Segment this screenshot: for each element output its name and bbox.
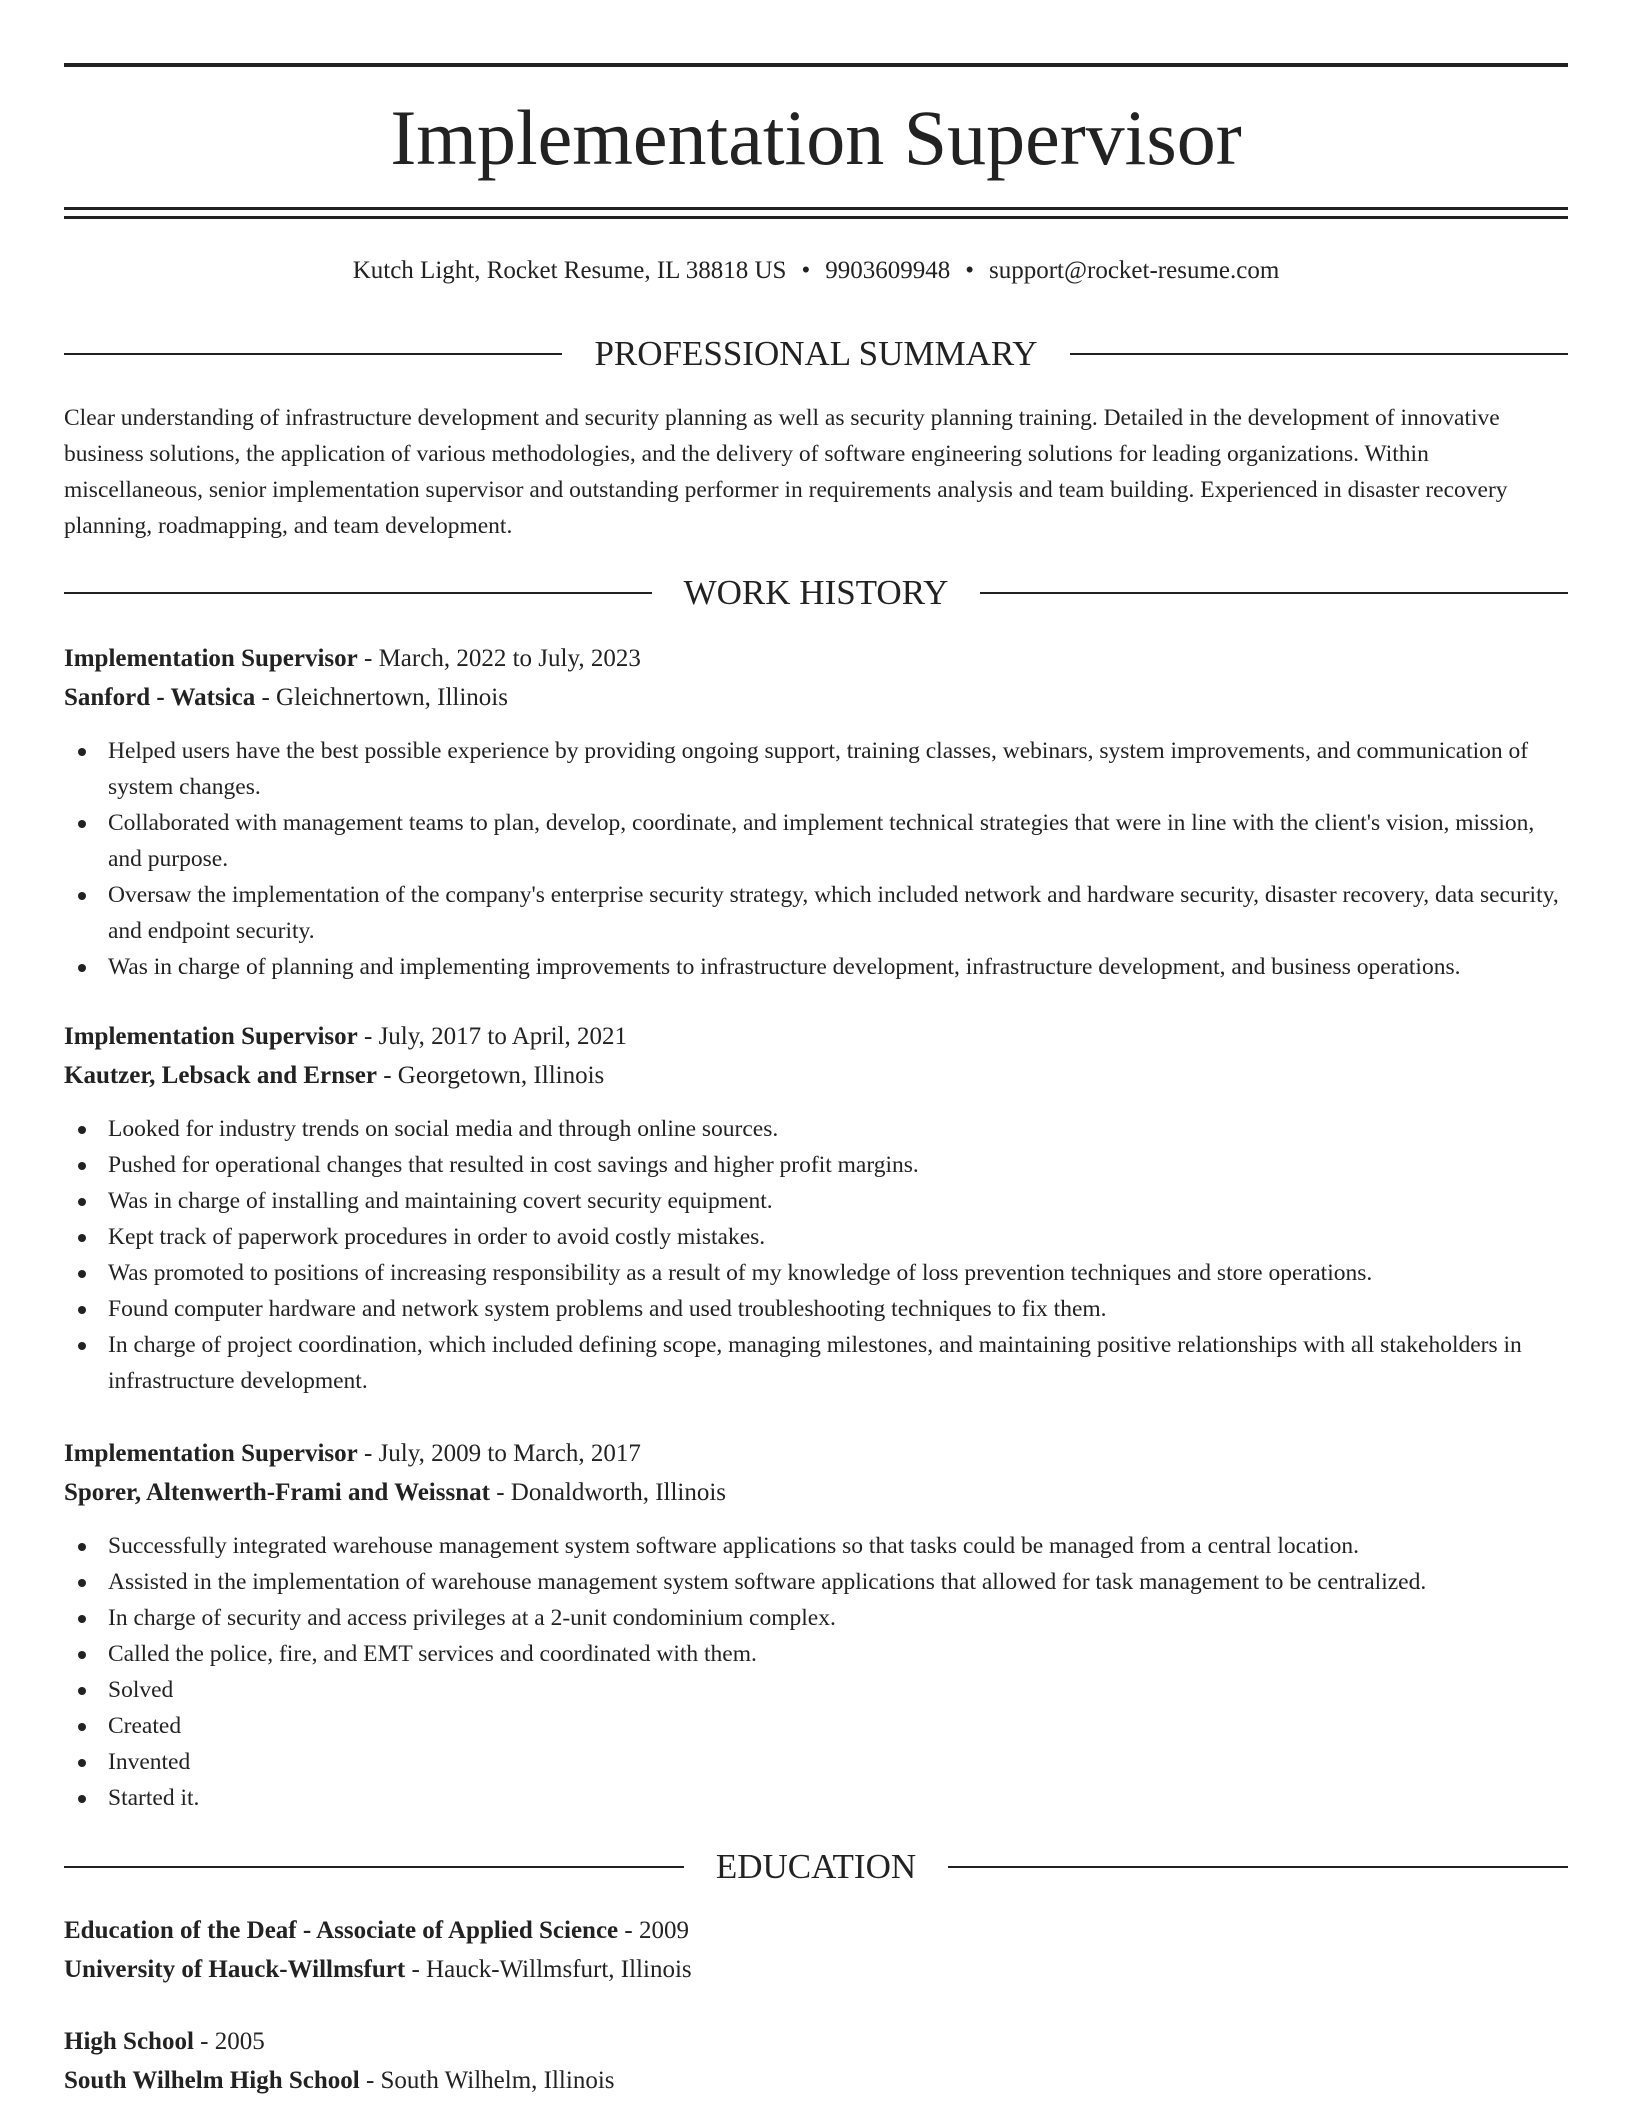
job-bullets xyxy=(64,1111,1568,1399)
job-location: - Georgetown, Illinois xyxy=(376,1062,605,1089)
bullet-icon xyxy=(78,820,86,828)
section-header-education xyxy=(64,1847,1568,1887)
bullet-icon xyxy=(78,1162,86,1170)
bullet-text: Kept track of paperwork procedures in order to avoid costly mistakes. xyxy=(108,1224,766,1250)
bullet-text: Was promoted to positions of increasing responsibility as a result of my knowledge of loss prevention techniques and store operations. xyxy=(108,1260,1373,1286)
bullet-icon xyxy=(78,892,86,900)
job-title-line xyxy=(64,641,1568,680)
section-header-summary xyxy=(64,334,1568,374)
bullet-icon xyxy=(78,964,86,972)
education-entry xyxy=(64,2024,1568,2102)
education-location: - Hauck-Willmsfurt, Illinois xyxy=(405,1956,692,1983)
list-item xyxy=(64,1147,1568,1183)
contact-separator: • xyxy=(801,257,811,284)
bullet-icon xyxy=(78,1723,86,1731)
education-degree-line xyxy=(64,2024,1568,2063)
job-title-line xyxy=(64,1436,1568,1475)
summary-text: Clear understanding of infrastructure development and security planning as well as security planning training. Detailed in the development of innovative business solutions, the application of various methodologies, and the delivery of software engineering solutions for leading organizations. Within miscellaneous, senior implementation supervisor and outstanding performer in requirements analysis and team building. Experienced in disaster recovery planning, roadmapping, and team development. xyxy=(64,405,1508,539)
bullet-text: Looked for industry trends on social media and through online sources. xyxy=(108,1116,779,1142)
education-degree: High School xyxy=(64,2028,194,2055)
bullet-text: Was in charge of planning and implementing improvements to infrastructure development, infrastructure development, and business operations. xyxy=(108,954,1461,980)
job-company: Kautzer, Lebsack and Ernser xyxy=(64,1062,377,1089)
job-title: Implementation Supervisor xyxy=(64,645,358,672)
education-entry xyxy=(64,1913,1568,1991)
bullet-icon xyxy=(78,1306,86,1314)
bullet-text: Collaborated with management teams to plan, develop, coordinate, and implement technical strategies that were in line with the client's vision, mission, and purpose. xyxy=(108,810,1535,872)
list-item xyxy=(64,1111,1568,1147)
header-top-rule xyxy=(64,63,1568,67)
contact-email: support@rocket-resume.com xyxy=(988,257,1280,284)
contact-separator: • xyxy=(965,257,974,284)
education-year: - 2009 xyxy=(618,1917,689,1944)
list-item xyxy=(64,1708,1568,1744)
list-item xyxy=(64,1780,1568,1816)
job-location: - Donaldworth, Illinois xyxy=(489,1479,727,1506)
bullet-icon xyxy=(78,1759,86,1767)
education-school: University of Hauck-Willmsfurt xyxy=(64,1956,406,1983)
job-company: Sporer, Altenwerth-Frami and Weissnat xyxy=(64,1479,490,1506)
bullet-icon xyxy=(78,1579,86,1587)
header-rule-upper xyxy=(64,207,1568,210)
bullet-text: Solved xyxy=(108,1677,174,1703)
divider-line xyxy=(64,592,652,594)
list-item xyxy=(64,1672,1568,1708)
list-item xyxy=(64,1600,1568,1636)
education-year: - 2005 xyxy=(193,2028,265,2055)
list-item xyxy=(64,1327,1568,1399)
bullet-icon xyxy=(78,1198,86,1206)
list-item xyxy=(64,1255,1568,1291)
education-school-line xyxy=(64,1952,1568,1991)
bullet-text: Called the police, fire, and EMT services and coordinated with them. xyxy=(108,1641,757,1667)
bullet-text: Created xyxy=(108,1713,182,1739)
section-title: EDUCATION xyxy=(715,1847,917,1886)
list-item xyxy=(64,733,1568,805)
job-dates: - July, 2009 to March, 2017 xyxy=(357,1440,641,1467)
bullet-text: Started it. xyxy=(108,1785,200,1811)
job-bullets xyxy=(64,733,1568,985)
job-company: Sanford - Watsica xyxy=(64,684,256,711)
bullet-icon xyxy=(78,1651,86,1659)
list-item xyxy=(64,1636,1568,1672)
job-title: Implementation Supervisor xyxy=(64,1023,358,1050)
list-item xyxy=(64,1183,1568,1219)
bullet-text: Assisted in the implementation of warehouse management system software applications that allowed for task management to be centralized. xyxy=(108,1569,1427,1595)
section-title: PROFESSIONAL SUMMARY xyxy=(594,334,1038,373)
education-location: - South Wilhelm, Illinois xyxy=(359,2067,615,2094)
contact-phone: 9903609948 xyxy=(825,257,951,284)
education-school: South Wilhelm High School xyxy=(64,2067,360,2094)
job-title-line xyxy=(64,1019,1568,1058)
candidate-name: Implementation Supervisor xyxy=(390,94,1242,181)
bullet-icon xyxy=(78,1615,86,1623)
list-item xyxy=(64,1744,1568,1780)
bullet-icon xyxy=(78,1687,86,1695)
bullet-text: Invented xyxy=(108,1749,191,1775)
list-item xyxy=(64,1291,1568,1327)
divider-line xyxy=(64,353,562,355)
bullet-text: Successfully integrated warehouse management system software applications so that tasks could be managed from a central location. xyxy=(108,1533,1359,1559)
job-location: - Gleichnertown, Illinois xyxy=(255,684,508,711)
section-header-work-history xyxy=(64,573,1568,613)
bullet-icon xyxy=(78,1126,86,1134)
job-company-line xyxy=(64,1475,1568,1514)
list-item xyxy=(64,805,1568,877)
contact-address: Kutch Light, Rocket Resume, IL 38818 US xyxy=(352,257,787,284)
divider-line xyxy=(64,1866,684,1868)
bullet-icon xyxy=(78,1234,86,1242)
list-item xyxy=(64,1528,1568,1564)
list-item xyxy=(64,1219,1568,1255)
bullet-icon xyxy=(78,1543,86,1551)
bullet-icon xyxy=(78,748,86,756)
header-rule-lower xyxy=(64,216,1568,219)
bullet-text: Oversaw the implementation of the company's enterprise security strategy, which included network and hardware security, disaster recovery, data security, and endpoint security. xyxy=(108,882,1559,944)
bullet-text: Helped users have the best possible experience by providing ongoing support, training classes, webinars, system improvements, and communication of system changes. xyxy=(108,738,1529,800)
job-entry xyxy=(64,1019,1568,1399)
bullet-text: Found computer hardware and network system problems and used troubleshooting techniques to fix them. xyxy=(108,1296,1107,1322)
bullet-icon xyxy=(78,1342,86,1350)
job-title: Implementation Supervisor xyxy=(64,1440,358,1467)
job-bullets xyxy=(64,1528,1568,1816)
job-dates: - March, 2022 to July, 2023 xyxy=(357,645,641,672)
section-title: WORK HISTORY xyxy=(683,573,949,612)
divider-line xyxy=(948,1866,1568,1868)
bullet-text: Was in charge of installing and maintaining covert security equipment. xyxy=(108,1188,773,1214)
bullet-text: Pushed for operational changes that resulted in cost savings and higher profit margins. xyxy=(108,1152,919,1178)
job-company-line xyxy=(64,680,1568,719)
divider-line xyxy=(1070,353,1568,355)
job-dates: - July, 2017 to April, 2021 xyxy=(357,1023,627,1050)
bullet-icon xyxy=(78,1270,86,1278)
contact-line xyxy=(64,255,1568,287)
bullet-text: In charge of security and access privileges at a 2-unit condominium complex. xyxy=(108,1605,836,1631)
job-entry xyxy=(64,641,1568,985)
bullet-icon xyxy=(78,1795,86,1803)
divider-line xyxy=(980,592,1568,594)
job-entry xyxy=(64,1436,1568,1816)
bullet-text: In charge of project coordination, which included defining scope, managing milestones, and maintaining positive relationships with all stakeholders in infrastructure development. xyxy=(108,1332,1522,1394)
education-degree: Education of the Deaf - Associate of Applied Science xyxy=(64,1917,619,1944)
education-school-line xyxy=(64,2063,1568,2102)
list-item xyxy=(64,1564,1568,1600)
education-degree-line xyxy=(64,1913,1568,1952)
list-item xyxy=(64,949,1568,985)
list-item xyxy=(64,877,1568,949)
job-company-line xyxy=(64,1058,1568,1097)
